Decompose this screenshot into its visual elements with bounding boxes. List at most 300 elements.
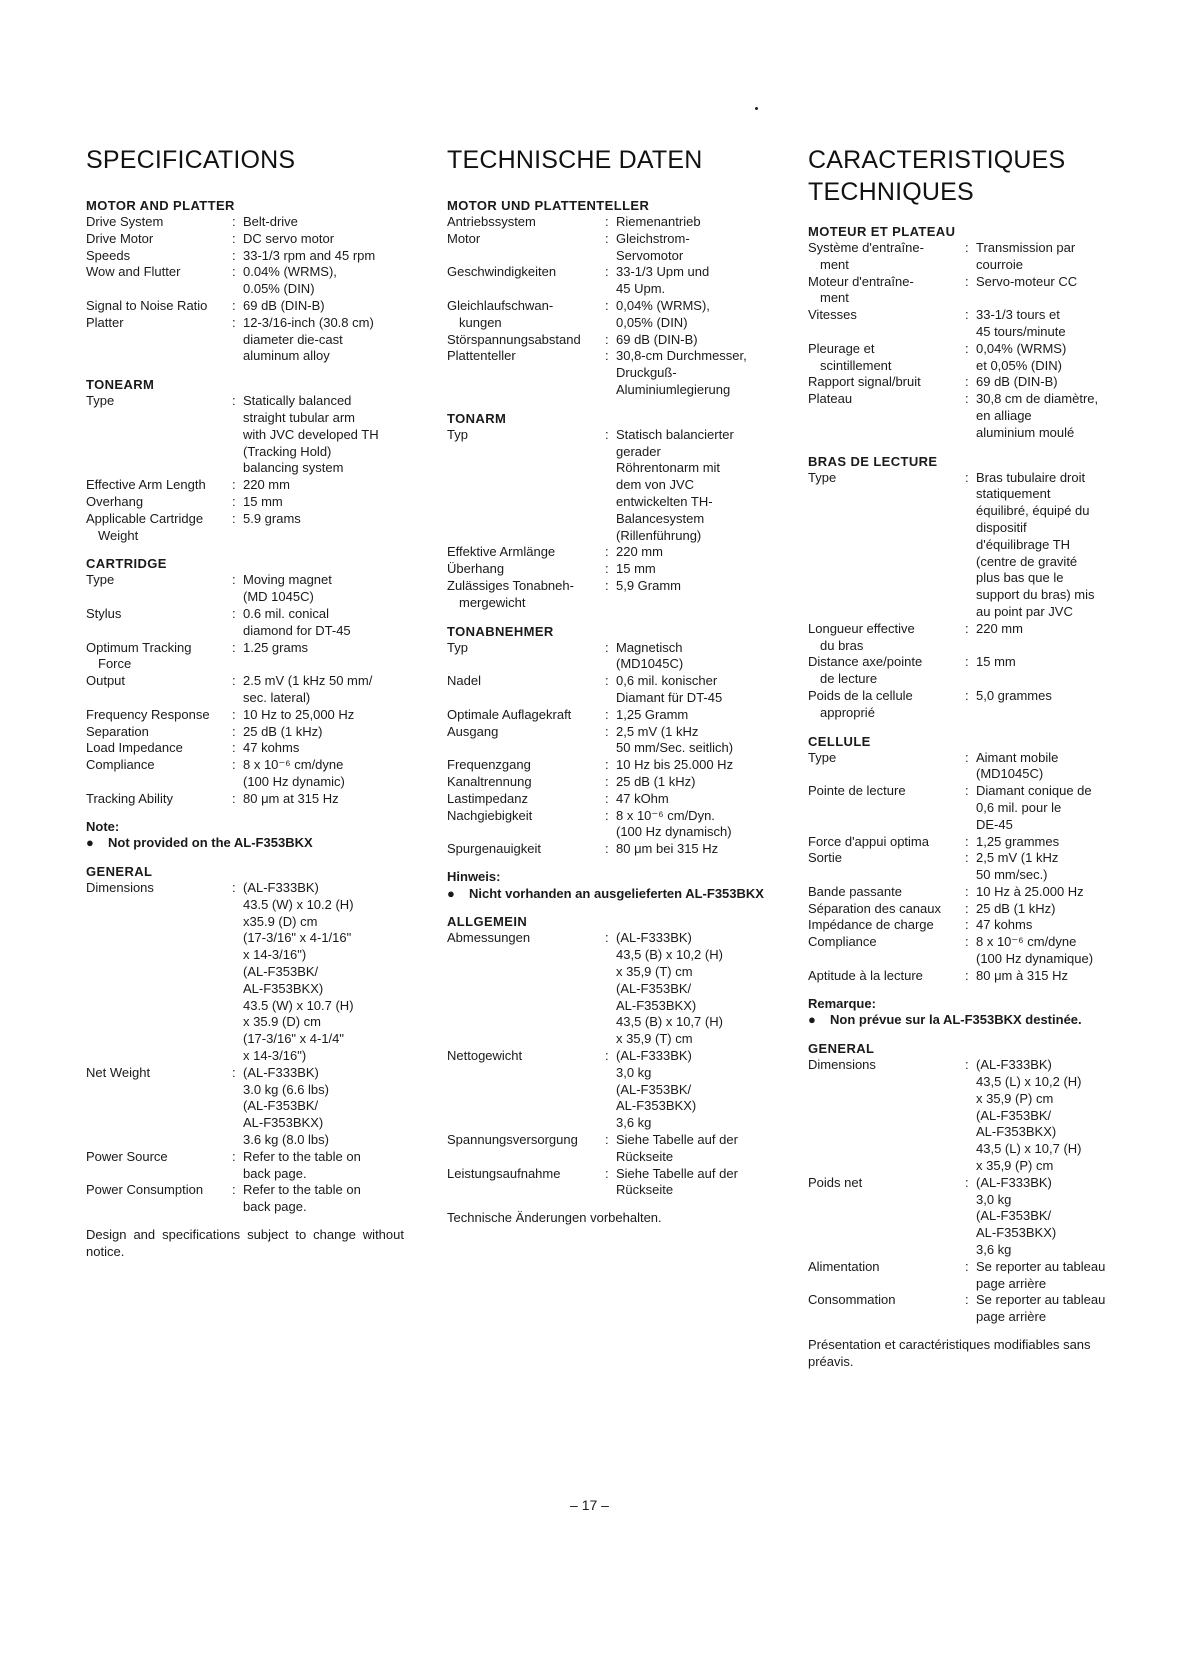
- spec-value: 0,04% (WRMS), 0,05% (DIN): [616, 297, 710, 330]
- colon-separator: :: [965, 749, 969, 765]
- colon-separator: :: [605, 723, 609, 739]
- section-heading: MOTOR AND PLATTER: [86, 198, 235, 213]
- spec-label-line: Typ: [447, 639, 468, 655]
- colon-separator: :: [232, 493, 236, 509]
- colon-separator: :: [965, 307, 969, 323]
- spec-row: [808, 374, 1128, 391]
- spec-label-line: Longueur effective: [808, 620, 915, 636]
- spec-label: [447, 348, 605, 398]
- spec-row: [808, 917, 1128, 934]
- colon-separator: :: [965, 1258, 969, 1274]
- spec-label-line: Nettogewicht: [447, 1048, 523, 1064]
- spec-label: [447, 930, 605, 1048]
- colon-separator: :: [605, 1048, 609, 1064]
- note-heading: Note:: [86, 818, 120, 834]
- spec-label: [447, 1132, 605, 1166]
- bullet-icon: ●: [808, 1012, 816, 1028]
- column-title: TECHNISCHE DATEN: [447, 146, 703, 174]
- spec-value: 33-1/3 rpm and 45 rpm: [243, 247, 376, 263]
- spec-label: [447, 707, 605, 724]
- note-heading: Remarque:: [808, 995, 876, 1011]
- spec-row: [808, 391, 1128, 441]
- spec-label: [86, 740, 232, 757]
- spec-value: 25 dB (1 kHz): [243, 723, 323, 739]
- spec-label: [86, 315, 232, 365]
- spec-label-line: Abmessungen: [447, 930, 531, 946]
- spec-label: [808, 968, 965, 985]
- spec-label: [447, 264, 605, 298]
- spec-label-line: Compliance: [808, 934, 877, 950]
- colon-separator: :: [232, 605, 236, 621]
- section-heading: CELLULE: [808, 733, 871, 749]
- spec-label: [808, 240, 965, 274]
- column-french: [808, 144, 1128, 1371]
- spec-value: 15 mm: [976, 654, 1016, 670]
- colon-separator: :: [605, 773, 609, 789]
- spec-value: 69 dB (DIN-B): [616, 331, 698, 347]
- spec-label: [447, 1166, 605, 1200]
- spec-label: [808, 391, 965, 441]
- spec-label: [447, 427, 605, 545]
- spec-label: [86, 511, 232, 545]
- spec-label-line: Type: [86, 393, 115, 409]
- spec-row: [86, 298, 416, 315]
- colon-separator: :: [605, 331, 609, 347]
- colon-separator: :: [605, 561, 609, 577]
- colon-separator: :: [232, 1182, 236, 1198]
- colon-separator: :: [965, 240, 969, 255]
- spec-label-line: Poids net: [808, 1174, 863, 1190]
- spec-label: [808, 934, 965, 968]
- spec-label-line: Force d'appui optima: [808, 833, 929, 849]
- spec-row: [86, 231, 416, 248]
- spec-label: [86, 880, 232, 1065]
- spec-label: [447, 1048, 605, 1132]
- section-heading: TONABNEHMER: [447, 623, 554, 639]
- general-section: [447, 913, 777, 1199]
- footer-note: Présentation et caractéristiques modifiables sans préavis.: [808, 1337, 1091, 1369]
- colon-separator: :: [965, 833, 969, 849]
- spec-label-line: Poids de la cellule: [808, 687, 913, 703]
- spec-label: [447, 561, 605, 578]
- colon-separator: :: [965, 967, 969, 983]
- spec-label-line: Load Impedance: [86, 740, 183, 756]
- spec-label-line: Overhang: [86, 493, 144, 509]
- spec-value: 30,8 cm de diamètre, en alliage aluminium moulé: [976, 391, 1099, 440]
- spec-value: (AL-F333BK) 43.5 (W) x 10.2 (H) x35.9 (D) cm (17-3/16" x 4-1/16" x 14-3/16") (AL-F353BK/ AL-F353BKX) 43.5 (W) x 10.7 (H) x 35.9 (D) cm (17-3/16" x 4-1/4" x 14-3/16"): [243, 880, 354, 1064]
- spec-label-line: Impédance de charge: [808, 917, 934, 933]
- colon-separator: :: [965, 850, 969, 866]
- spec-label: [86, 757, 232, 791]
- spec-label-line: Zulässiges Tonabneh-: [447, 577, 574, 593]
- spec-value: Belt-drive: [243, 214, 298, 229]
- spec-label: [86, 707, 232, 724]
- spec-label-line: Rapport signal/bruit: [808, 374, 921, 390]
- spec-row: [808, 750, 1128, 784]
- spec-label: [808, 621, 965, 655]
- spec-value: 69 dB (DIN-B): [976, 374, 1058, 390]
- column-title: SPECIFICATIONS: [86, 146, 296, 174]
- spec-label-line: Pleurage et: [808, 340, 875, 356]
- spec-row: [86, 248, 416, 265]
- spec-label: [808, 750, 965, 784]
- spec-value: 5,9 Gramm: [616, 577, 682, 593]
- spec-row: [808, 240, 1128, 274]
- spec-row: [447, 757, 777, 774]
- colon-separator: :: [232, 314, 236, 330]
- spec-label: [447, 231, 605, 265]
- spec-label-line: approprié: [820, 704, 875, 720]
- spec-label: [808, 1175, 965, 1259]
- spec-value: (AL-F333BK) 3,0 kg (AL-F353BK/ AL-F353BKX) 3,6 kg: [976, 1174, 1057, 1258]
- spec-label-line: Tracking Ability: [86, 790, 173, 806]
- colon-separator: :: [605, 577, 609, 593]
- spec-row: [447, 1132, 777, 1166]
- colon-separator: :: [605, 673, 609, 689]
- colon-separator: :: [605, 807, 609, 823]
- spec-label-line: Power Consumption: [86, 1182, 204, 1198]
- spec-value: 0,6 mil. konischer Diamant für DT-45: [616, 673, 723, 705]
- spec-value: 0.04% (WRMS), 0.05% (DIN): [243, 264, 337, 297]
- spec-label-line: Force: [98, 656, 132, 672]
- spec-label-line: Drive Motor: [86, 230, 154, 246]
- spec-value: DC servo motor: [243, 230, 335, 246]
- spec-label: [86, 724, 232, 741]
- spec-label: [86, 673, 232, 707]
- spec-row: [86, 214, 416, 231]
- spec-label-line: Optimale Auflagekraft: [447, 706, 572, 722]
- spec-label-line: Moteur d'entraîne-: [808, 273, 914, 289]
- section-heading: MOTOR UND PLATTENTELLER: [447, 198, 650, 213]
- spec-row: [86, 673, 416, 707]
- footer-note: Design and specifications subject to change without notice.: [86, 1227, 404, 1259]
- spec-label: [86, 606, 232, 640]
- spec-label: [808, 783, 965, 833]
- spec-label: [86, 248, 232, 265]
- spec-label: [86, 214, 232, 231]
- spec-row: [808, 934, 1128, 968]
- note-item: [447, 886, 777, 903]
- spec-row: [86, 740, 416, 757]
- spec-value: Moving magnet (MD 1045C): [243, 572, 332, 605]
- colon-separator: :: [232, 790, 236, 806]
- colon-separator: :: [605, 841, 609, 857]
- spec-value: 8 x 10⁻⁶ cm/dyne (100 Hz dynamic): [243, 757, 345, 789]
- spec-label-line: Distance axe/pointe: [808, 654, 923, 670]
- spec-label-line: Type: [86, 572, 115, 588]
- spec-label: [447, 757, 605, 774]
- spec-row: [808, 834, 1128, 851]
- spec-value: 25 dB (1 kHz): [616, 773, 696, 789]
- spec-value: 1,25 Gramm: [616, 706, 689, 722]
- spec-value: 25 dB (1 kHz): [976, 900, 1056, 916]
- spec-label-line: Plattenteller: [447, 348, 516, 364]
- note-heading: Hinweis:: [447, 868, 501, 884]
- spec-value: 47 kohms: [243, 740, 300, 756]
- spec-label: [808, 341, 965, 375]
- spec-label-line: Gleichlaufschwan-: [447, 297, 554, 313]
- spec-label: [86, 640, 232, 674]
- colon-separator: :: [965, 391, 969, 407]
- spec-value: 15 mm: [243, 493, 283, 509]
- spec-row: [447, 348, 777, 398]
- spec-label-line: Dimensions: [808, 1057, 876, 1073]
- colon-separator: :: [965, 1057, 969, 1073]
- colon-separator: :: [232, 214, 236, 229]
- spec-value: Servo-moteur CC: [976, 273, 1078, 289]
- spec-value: (AL-F333BK) 3.0 kg (6.6 lbs) (AL-F353BK/ AL-F353BKX) 3.6 kg (8.0 lbs): [243, 1064, 329, 1148]
- spec-label-line: ment: [820, 256, 849, 272]
- spec-label: [447, 578, 605, 612]
- spec-label: [808, 374, 965, 391]
- spec-value: Aimant mobile (MD1045C): [976, 749, 1059, 782]
- colon-separator: :: [605, 348, 609, 364]
- spec-label-line: Vitesses: [808, 307, 857, 323]
- spec-label: [447, 841, 605, 858]
- colon-separator: :: [232, 393, 236, 409]
- spec-row: [447, 298, 777, 332]
- spec-value: Statically balanced straight tubular arm with JVC developed TH (Tracking Hold) balancing system: [243, 393, 379, 476]
- section-heading: GENERAL: [808, 1041, 875, 1057]
- spec-label: [808, 470, 965, 621]
- spec-label: [86, 298, 232, 315]
- spec-label-line: Power Source: [86, 1148, 168, 1164]
- note-text: Nicht vorhanden an ausgelieferten AL-F353BKX: [469, 885, 764, 901]
- spec-label-line: Effective Arm Length: [86, 477, 206, 493]
- colon-separator: :: [605, 1165, 609, 1181]
- colon-separator: :: [232, 572, 236, 588]
- note-text: Non prévue sur la AL-F353BKX destinée.: [830, 1012, 1082, 1028]
- section-heading: BRAS DE LECTURE: [808, 453, 938, 469]
- spec-label-line: Effektive Armlänge: [447, 544, 556, 560]
- colon-separator: :: [605, 214, 609, 229]
- spec-label-line: Stylus: [86, 605, 122, 621]
- colon-separator: :: [965, 469, 969, 485]
- spec-label-line: Alimentation: [808, 1258, 880, 1274]
- spec-value: 2,5 mV (1 kHz 50 mm/sec.): [976, 850, 1059, 883]
- spec-label-line: Net Weight: [86, 1064, 151, 1080]
- spec-row: [808, 901, 1128, 918]
- spec-value: 10 Hz bis 25.000 Hz: [616, 757, 734, 773]
- general-section: [86, 863, 416, 1216]
- spec-label-line: Ausgang: [447, 723, 499, 739]
- spec-row: [447, 578, 777, 612]
- spec-sections: [808, 223, 1128, 985]
- spec-row: [86, 757, 416, 791]
- note-item: [86, 835, 416, 852]
- colon-separator: :: [965, 1292, 969, 1308]
- section-heading: MOTEUR ET PLATEAU: [808, 224, 956, 239]
- spec-label: [808, 274, 965, 308]
- print-speck: [755, 107, 758, 110]
- spec-row: [808, 274, 1128, 308]
- spec-row: [808, 688, 1128, 722]
- colon-separator: :: [605, 426, 609, 442]
- spec-value: 5,0 grammes: [976, 687, 1052, 703]
- spec-value: Statisch balancierter gerader Röhrentonarm mit dem von JVC entwickelten TH- Balancesystem (Rillenführung): [616, 426, 734, 543]
- spec-value: 1.25 grams: [243, 639, 309, 655]
- spec-value: 80 μm at 315 Hz: [243, 790, 339, 806]
- spec-label: [447, 214, 605, 231]
- spec-label-line: mergewicht: [459, 594, 526, 610]
- spec-value: 33-1/3 tours et 45 tours/minute: [976, 307, 1066, 339]
- spec-value: (AL-F333BK) 43,5 (L) x 10,2 (H) x 35,9 (P) cm (AL-F353BK/ AL-F353BKX) 43,5 (L) x 10,7 (H) x 35,9 (P) cm: [976, 1057, 1082, 1174]
- footer-note: Technische Änderungen vorbehalten.: [447, 1210, 662, 1226]
- spec-label-line: Séparation des canaux: [808, 900, 941, 916]
- spec-value: 69 dB (DIN-B): [243, 297, 325, 313]
- spec-label-line: Drive System: [86, 214, 164, 229]
- spec-label-line: Nadel: [447, 673, 481, 689]
- spec-label-line: Consommation: [808, 1292, 896, 1308]
- spec-label: [86, 231, 232, 248]
- general-section: [808, 1040, 1128, 1326]
- spec-value: 47 kOhm: [616, 790, 669, 806]
- colon-separator: :: [232, 510, 236, 526]
- colon-separator: :: [232, 673, 236, 689]
- colon-separator: :: [232, 706, 236, 722]
- spec-label-line: du bras: [820, 637, 864, 653]
- colon-separator: :: [605, 297, 609, 313]
- spec-row: [86, 1065, 416, 1149]
- colon-separator: :: [605, 264, 609, 280]
- colon-separator: :: [605, 639, 609, 655]
- spec-label-line: Output: [86, 673, 126, 689]
- spec-row: [808, 621, 1128, 655]
- spec-label-line: de lecture: [820, 671, 878, 687]
- spec-value: 30,8-cm Durchmesser, Druckguß- Aluminiumlegierung: [616, 348, 747, 397]
- spec-label: [447, 640, 605, 674]
- spec-row: [447, 427, 777, 545]
- spec-row: [447, 214, 777, 231]
- colon-separator: :: [232, 247, 236, 263]
- spec-row: [86, 880, 416, 1065]
- spec-row: [447, 264, 777, 298]
- spec-label-line: Plateau: [808, 391, 853, 407]
- colon-separator: :: [965, 900, 969, 916]
- spec-row: [86, 724, 416, 741]
- spec-row: [447, 1048, 777, 1132]
- colon-separator: :: [605, 757, 609, 773]
- colon-separator: :: [965, 620, 969, 636]
- spec-sections: [447, 197, 777, 858]
- section-heading: TONEARM: [86, 377, 155, 393]
- spec-label-line: Kanaltrennung: [447, 773, 532, 789]
- spec-label: [808, 917, 965, 934]
- spec-label-line: Applicable Cartridge: [86, 510, 204, 526]
- section-heading: TONARM: [447, 410, 507, 426]
- spec-value: Se reporter au tableau page arrière: [976, 1258, 1106, 1291]
- spec-label: [86, 264, 232, 298]
- spec-value: Refer to the table on back page.: [243, 1182, 361, 1215]
- spec-label-line: Überhang: [447, 561, 505, 577]
- spec-row: [808, 1292, 1128, 1326]
- colon-separator: :: [232, 740, 236, 756]
- spec-value: Riemenantrieb: [616, 214, 701, 229]
- spec-row: [447, 930, 777, 1048]
- spec-label: [447, 673, 605, 707]
- spec-value: 80 μm à 315 Hz: [976, 967, 1069, 983]
- spec-value: 0,04% (WRMS) et 0,05% (DIN): [976, 340, 1067, 373]
- spec-row: [86, 1149, 416, 1183]
- spec-row: [808, 341, 1128, 375]
- spec-label-line: scintillement: [820, 357, 892, 373]
- spec-value: Refer to the table on back page.: [243, 1148, 361, 1181]
- spec-label-line: Typ: [447, 426, 468, 442]
- spec-label-line: Optimum Tracking: [86, 639, 192, 655]
- spec-value: Magnetisch (MD1045C): [616, 639, 684, 672]
- spec-value: 10 Hz à 25.000 Hz: [976, 883, 1084, 899]
- spec-label: [447, 544, 605, 561]
- colon-separator: :: [232, 230, 236, 246]
- spec-label-line: Frequenzgang: [447, 757, 531, 773]
- spec-label: [86, 477, 232, 494]
- spec-label: [808, 688, 965, 722]
- colon-separator: :: [232, 297, 236, 313]
- spec-value: (AL-F333BK) 3,0 kg (AL-F353BK/ AL-F353BKX) 3,6 kg: [616, 1048, 697, 1131]
- spec-value: 220 mm: [243, 477, 290, 493]
- colon-separator: :: [605, 230, 609, 246]
- colon-separator: :: [232, 1064, 236, 1080]
- spec-row: [447, 707, 777, 724]
- colon-separator: :: [605, 930, 609, 946]
- spec-row: [447, 544, 777, 561]
- spec-row: [808, 968, 1128, 985]
- section-heading: GENERAL: [86, 864, 153, 880]
- spec-label-line: Type: [808, 469, 837, 485]
- spec-label-line: Platter: [86, 314, 124, 330]
- spec-row: [447, 673, 777, 707]
- spec-label-line: Störspannungsabstand: [447, 331, 581, 347]
- spec-label: [808, 884, 965, 901]
- section-heading: CARTRIDGE: [86, 556, 167, 572]
- spec-value: 15 mm: [616, 561, 656, 577]
- spec-label: [447, 774, 605, 791]
- spec-row: [447, 640, 777, 674]
- spec-label: [447, 332, 605, 349]
- spec-label: [86, 1182, 232, 1216]
- colon-separator: :: [605, 544, 609, 560]
- spec-value: 10 Hz to 25,000 Hz: [243, 706, 355, 722]
- spec-value: 8 x 10⁻⁶ cm/Dyn. (100 Hz dynamisch): [616, 807, 732, 840]
- spec-label-line: Aptitude à la lecture: [808, 967, 923, 983]
- note-text: Not provided on the AL-F353BKX: [108, 835, 313, 851]
- spec-row: [86, 494, 416, 511]
- spec-value: (AL-F333BK) 43,5 (B) x 10,2 (H) x 35,9 (T) cm (AL-F353BK/ AL-F353BKX) 43,5 (B) x 10,7 (H) x 35,9 (T) cm: [616, 930, 723, 1047]
- spec-row: [86, 315, 416, 365]
- spec-row: [808, 470, 1128, 621]
- colon-separator: :: [232, 723, 236, 739]
- spec-value: 220 mm: [976, 620, 1023, 636]
- page-number: – 17 –: [570, 1497, 609, 1513]
- colon-separator: :: [965, 340, 969, 356]
- colon-separator: :: [965, 917, 969, 933]
- spec-label-line: Wow and Flutter: [86, 264, 181, 280]
- spec-row: [447, 231, 777, 265]
- spec-label: [447, 791, 605, 808]
- spec-label: [86, 572, 232, 606]
- spec-row: [808, 1259, 1128, 1293]
- spec-row: [86, 640, 416, 674]
- spec-label: [86, 494, 232, 511]
- spec-label-line: Nachgiebigkeit: [447, 807, 533, 823]
- spec-label: [808, 1259, 965, 1293]
- spec-row: [447, 561, 777, 578]
- spec-row: [447, 1166, 777, 1200]
- spec-label: [86, 791, 232, 808]
- spec-label-line: Spannungsversorgung: [447, 1132, 578, 1148]
- spec-label-line: Bande passante: [808, 883, 902, 899]
- spec-label-line: Dimensions: [86, 880, 154, 896]
